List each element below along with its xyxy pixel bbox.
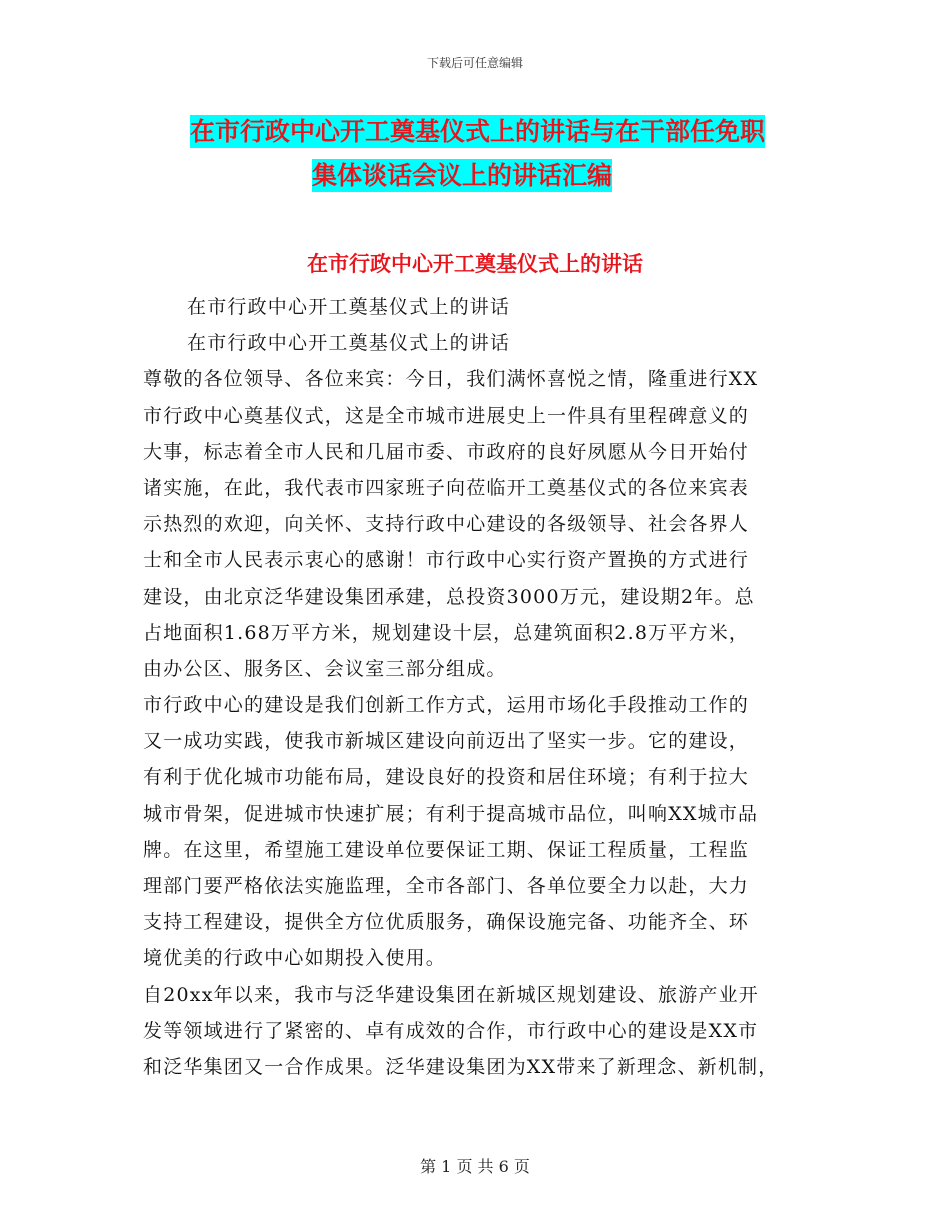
body-line: 城市骨架，促进城市快速扩展；有利于提高城市品位，叫响XX城市品	[143, 802, 759, 825]
body-line: 支持工程建设，提供全方位优质服务，确保设施完备、功能齐全、环	[143, 911, 750, 934]
document-title-line-2: 集体谈话会议上的讲话汇编	[312, 161, 613, 190]
body-line: 又一成功实践，使我市新城区建设向前迈出了坚实一步。它的建设，	[143, 730, 750, 753]
header-note: 下载后可任意编辑	[426, 56, 523, 70]
body-line: 由办公区、服务区、会议室三部分组成。	[143, 657, 507, 680]
body-line: 境优美的行政中心如期投入使用。	[143, 947, 447, 970]
body-line: 牌。在这里，希望施工建设单位要保证工期、保证工程质量，工程监	[143, 838, 750, 861]
body-line: 占地面积1.68万平方米，规划建设十层，总建筑面积2.8万平方米，	[143, 621, 750, 644]
body-line: 自20xx年以来，我市与泛华建设集团在新城区规划建设、旅游产业开	[143, 983, 760, 1006]
body-line: 有利于优化城市功能布局，建设良好的投资和居住环境；有利于拉大	[143, 766, 750, 789]
body-line: 示热烈的欢迎，向关怀、支持行政中心建设的各级领导、社会各界人	[143, 513, 750, 536]
body-line: 尊敬的各位领导、各位来宾：今日，我们满怀喜悦之情，隆重进行XX	[143, 368, 759, 391]
body-line: 和泛华集团又一合作成果。泛华建设集团为XX带来了新理念、新机制，	[143, 1055, 779, 1078]
body-line: 在市行政中心开工奠基仪式上的讲话	[187, 332, 511, 355]
body-line: 在市行政中心开工奠基仪式上的讲话	[187, 296, 511, 318]
section-title: 在市行政中心开工奠基仪式上的讲话	[307, 252, 643, 276]
page-footer: 第 1 页 共 6 页	[420, 1157, 530, 1176]
document-title	[190, 110, 810, 198]
body-line: 建设，由北京泛华建设集团承建，总投资3000万元，建设期2年。总	[143, 585, 755, 608]
body-text	[143, 289, 823, 1085]
document-title-line-1: 在市行政中心开工奠基仪式上的讲话与在干部任免职	[190, 117, 766, 146]
body-line: 理部门要严格依法实施监理，全市各部门、各单位要全力以赴，大力	[143, 875, 750, 897]
body-line: 诸实施，在此，我代表市四家班子向莅临开工奠基仪式的各位来宾表	[143, 476, 750, 499]
body-line: 市行政中心的建设是我们创新工作方式，运用市场化手段推动工作的	[143, 694, 750, 717]
body-line: 市行政中心奠基仪式，这是全市城市进展史上一件具有里程碑意义的	[143, 404, 750, 427]
body-line: 士和全市人民表示衷心的感谢！市行政中心实行资产置换的方式进行	[143, 549, 750, 572]
body-line: 发等领域进行了紧密的、卓有成效的合作，市行政中心的建设是XX市	[143, 1019, 759, 1042]
body-line: 大事，标志着全市人民和几届市委、市政府的良好夙愿从今日开始付	[143, 440, 750, 463]
